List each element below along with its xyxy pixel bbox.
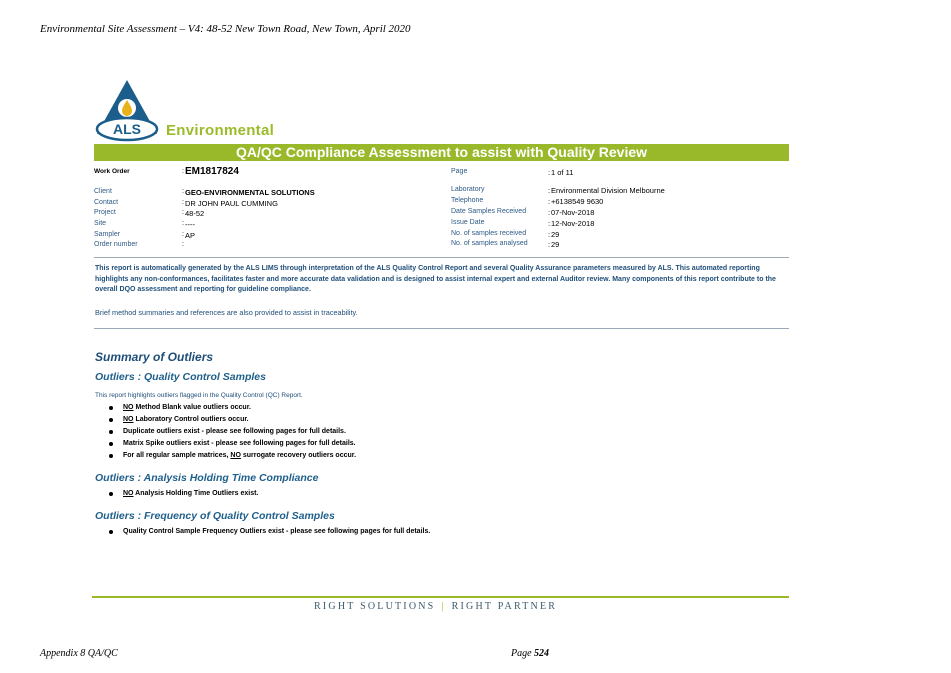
list-item xyxy=(109,438,356,450)
project-value: 48-52 xyxy=(185,209,205,218)
detail-label: Date Samples Received xyxy=(451,208,527,215)
bullet-icon xyxy=(109,406,113,410)
negation-text: NO xyxy=(123,416,134,423)
qc-note: This report highlights outliers flagged in the Quality Control (QC) Report. xyxy=(95,392,303,399)
list-item-text: Analysis Holding Time Outliers exist. xyxy=(133,490,259,497)
detail-label: Issue Date xyxy=(451,219,485,226)
colon: : xyxy=(548,230,551,239)
page-value: 1 of 11 xyxy=(551,168,574,177)
page-label: Page xyxy=(511,648,532,659)
colon: : xyxy=(548,197,551,206)
list-item-text: Matrix Spike outliers exist - please see following pages for full details. xyxy=(123,440,356,447)
telephone-value: +6138549 9630 xyxy=(551,197,604,206)
laboratory-value: Environmental Division Melbourne xyxy=(551,186,665,195)
detail-label: Page xyxy=(451,168,468,175)
negation-text: NO xyxy=(230,452,241,459)
detail-label: No. of samples analysed xyxy=(451,240,528,247)
detail-label: Telephone xyxy=(451,197,484,204)
contact-value: DR JOHN PAUL CUMMING xyxy=(185,199,278,208)
list-item xyxy=(109,526,430,538)
work-order-value: EM1817824 xyxy=(185,166,239,177)
detail-label: Project xyxy=(94,209,116,216)
method-note: Brief method summaries and references are also provided to assist in traceability. xyxy=(95,308,358,317)
list-item xyxy=(109,488,258,500)
list-item-text: For all regular sample matrices, xyxy=(123,452,231,459)
colon: : xyxy=(182,188,184,195)
bullet-icon xyxy=(109,492,113,496)
running-header: Environmental Site Assessment – V4: 48-52 New Town Road, New Town, April 2020 xyxy=(40,23,411,35)
detail-label: Site xyxy=(94,220,107,227)
frequency-list xyxy=(109,526,430,538)
colon: : xyxy=(548,219,551,228)
colon: : xyxy=(182,168,184,175)
colon: : xyxy=(548,168,551,177)
detail-label: No. of samples received xyxy=(451,230,527,237)
negation-text: NO xyxy=(123,404,134,411)
list-item-text: Laboratory Control outliers occur. xyxy=(133,416,249,423)
date-received-value: 07-Nov-2018 xyxy=(551,208,595,217)
report-banner-title: QA/QC Compliance Assessment to assist with Quality Review xyxy=(94,144,789,161)
footer-tagline xyxy=(314,601,557,612)
footer-rule xyxy=(92,596,789,598)
list-item xyxy=(109,402,356,414)
list-item-text: Duplicate outliers exist - please see following pages for full details. xyxy=(123,428,346,435)
holding-time-list xyxy=(109,488,258,500)
colon: : xyxy=(182,209,184,216)
list-item xyxy=(109,450,356,462)
detail-label: Laboratory xyxy=(451,186,485,193)
tagline-right: RIGHT PARTNER xyxy=(451,601,558,612)
page-number-value: 524 xyxy=(534,648,550,659)
site-value: ---- xyxy=(185,220,195,229)
bullet-icon xyxy=(109,430,113,434)
colon: : xyxy=(182,241,184,248)
tagline-separator: | xyxy=(441,601,446,612)
list-item-text: Method Blank value outliers occur. xyxy=(133,404,251,411)
sampler-value: AP xyxy=(185,231,196,240)
colon: : xyxy=(548,240,551,249)
bullet-icon xyxy=(109,442,113,446)
colon: : xyxy=(182,220,184,227)
tagline-left: RIGHT SOLUTIONS xyxy=(314,601,436,612)
colon: : xyxy=(182,231,184,238)
list-item-text: Quality Control Sample Frequency Outliers exist - please see following pages for full details. xyxy=(123,528,431,535)
bullet-icon xyxy=(109,454,113,458)
issue-date-value: 12-Nov-2018 xyxy=(551,219,595,228)
page-number xyxy=(511,648,549,659)
client-value: GEO-ENVIRONMENTAL SOLUTIONS xyxy=(185,188,315,197)
colon: : xyxy=(548,208,551,217)
samples-received-value: 29 xyxy=(551,230,560,239)
colon: : xyxy=(548,186,551,195)
summary-heading: Summary of Outliers xyxy=(95,350,214,364)
negation-text: NO xyxy=(123,490,134,497)
detail-label: Order number xyxy=(94,241,138,248)
environmental-wordmark: Environmental xyxy=(166,122,275,139)
divider xyxy=(94,328,789,329)
list-item xyxy=(109,426,356,438)
als-logo-text: ALS xyxy=(113,121,141,137)
list-item xyxy=(109,414,356,426)
bullet-icon xyxy=(109,530,113,534)
detail-label: Contact xyxy=(94,199,119,206)
appendix-label: Appendix 8 QA/QC xyxy=(40,648,118,659)
colon: : xyxy=(182,199,184,206)
qc-heading: Outliers : Quality Control Samples xyxy=(95,371,266,383)
detail-label: Sampler xyxy=(94,231,121,238)
qc-outlier-list xyxy=(109,402,356,462)
list-item-text: surrogate recovery outliers occur. xyxy=(240,452,357,459)
divider xyxy=(94,257,789,258)
detail-label: Work Order xyxy=(94,168,130,175)
detail-label: Client xyxy=(94,188,112,195)
holding-time-heading: Outliers : Analysis Holding Time Compliance xyxy=(95,472,319,484)
samples-analysed-value: 29 xyxy=(551,240,560,249)
intro-paragraph: This report is automatically generated by the ALS LIMS through interpretation of the ALS Quality Control Report and several Quality Assurance parameters measured by ALS. This automated reporting highlights any non-conformances, facilitates faster and more accurate data validation and is designed to assist internal expert and external Auditor review. Many components of this report contribute to the overall DQO assessment and reporting for guideline compliance. xyxy=(95,265,776,293)
bullet-icon xyxy=(109,418,113,422)
frequency-heading: Outliers : Frequency of Quality Control Samples xyxy=(95,510,335,522)
